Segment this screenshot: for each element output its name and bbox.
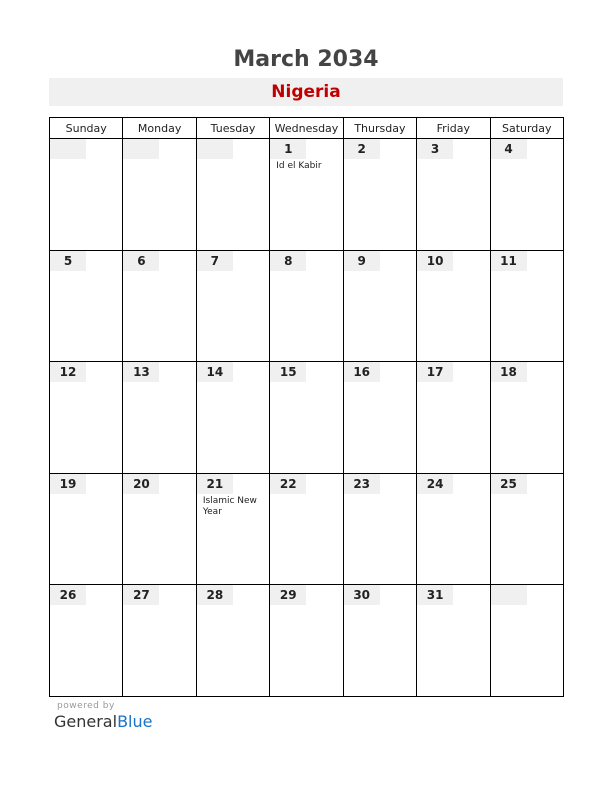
day-cell[interactable] <box>270 139 343 251</box>
country-banner <box>49 78 563 106</box>
day-number: 28 <box>197 585 233 605</box>
day-cell[interactable] <box>417 473 490 585</box>
day-cell[interactable] <box>50 362 123 474</box>
day-cell[interactable] <box>196 362 269 474</box>
day-cell[interactable] <box>196 585 269 697</box>
day-number: 25 <box>491 474 527 494</box>
day-cell[interactable] <box>343 139 416 251</box>
day-number: 4 <box>491 139 527 159</box>
day-number: 6 <box>123 251 159 271</box>
day-number: 1 <box>270 139 306 159</box>
week-row <box>50 473 564 585</box>
day-cell[interactable] <box>490 473 563 585</box>
day-number: 14 <box>197 362 233 382</box>
day-number <box>123 139 159 159</box>
day-number: 8 <box>270 251 306 271</box>
day-cell[interactable] <box>417 362 490 474</box>
country-name: Nigeria <box>271 82 341 102</box>
calendar-grid <box>49 117 564 697</box>
day-cell[interactable] <box>417 139 490 251</box>
day-cell[interactable] <box>270 250 343 362</box>
day-cell[interactable] <box>50 585 123 697</box>
day-number: 16 <box>344 362 380 382</box>
day-number: 30 <box>344 585 380 605</box>
day-number: 19 <box>50 474 86 494</box>
holiday-label: Id el Kabir <box>276 161 322 171</box>
weekday-header: Tuesday <box>196 118 269 139</box>
day-number: 23 <box>344 474 380 494</box>
day-number: 11 <box>491 251 527 271</box>
weekday-header: Sunday <box>50 118 123 139</box>
day-cell[interactable] <box>270 473 343 585</box>
brand-blue: Blue <box>117 712 153 731</box>
day-cell[interactable] <box>490 139 563 251</box>
day-cell[interactable] <box>123 139 196 251</box>
day-number: 3 <box>417 139 453 159</box>
day-cell[interactable] <box>270 585 343 697</box>
powered-by-text: powered by <box>57 701 115 711</box>
day-cell[interactable] <box>196 139 269 251</box>
day-cell[interactable] <box>417 250 490 362</box>
day-number: 5 <box>50 251 86 271</box>
weekday-header: Wednesday <box>270 118 343 139</box>
day-number: 9 <box>344 251 380 271</box>
weekday-header-row <box>50 118 564 139</box>
day-cell[interactable] <box>123 250 196 362</box>
day-cell[interactable] <box>343 473 416 585</box>
day-cell[interactable] <box>50 139 123 251</box>
day-number: 7 <box>197 251 233 271</box>
day-number <box>50 139 86 159</box>
day-number: 22 <box>270 474 306 494</box>
day-cell[interactable] <box>343 250 416 362</box>
day-number: 31 <box>417 585 453 605</box>
day-number: 27 <box>123 585 159 605</box>
week-row <box>50 585 564 697</box>
day-number: 15 <box>270 362 306 382</box>
calendar-title: March 2034 <box>233 47 379 72</box>
day-number: 26 <box>50 585 86 605</box>
day-number: 17 <box>417 362 453 382</box>
holiday-label: Islamic New Year <box>202 495 257 517</box>
day-cell[interactable] <box>123 585 196 697</box>
week-row <box>50 139 564 251</box>
day-number <box>197 139 233 159</box>
week-row <box>50 362 564 474</box>
day-number: 10 <box>417 251 453 271</box>
day-number: 12 <box>50 362 86 382</box>
day-cell[interactable] <box>490 362 563 474</box>
day-cell[interactable] <box>50 473 123 585</box>
day-cell[interactable] <box>196 473 269 585</box>
day-cell[interactable] <box>343 585 416 697</box>
day-cell[interactable] <box>417 585 490 697</box>
day-cell[interactable] <box>490 250 563 362</box>
day-cell[interactable] <box>123 362 196 474</box>
brand-general: General <box>54 712 118 731</box>
day-cell[interactable] <box>196 250 269 362</box>
day-number <box>491 585 527 605</box>
weekday-header: Monday <box>123 118 196 139</box>
brand-logo[interactable] <box>54 712 152 731</box>
weekday-header: Thursday <box>343 118 416 139</box>
day-number: 13 <box>123 362 159 382</box>
day-number: 2 <box>344 139 380 159</box>
day-cell[interactable] <box>490 585 563 697</box>
day-number: 24 <box>417 474 453 494</box>
day-number: 29 <box>270 585 306 605</box>
weekday-header: Saturday <box>490 118 563 139</box>
day-cell[interactable] <box>270 362 343 474</box>
day-cell[interactable] <box>50 250 123 362</box>
day-number: 21 <box>197 474 233 494</box>
weekday-header: Friday <box>417 118 490 139</box>
week-row <box>50 250 564 362</box>
day-cell[interactable] <box>123 473 196 585</box>
day-cell[interactable] <box>343 362 416 474</box>
day-number: 18 <box>491 362 527 382</box>
day-number: 20 <box>123 474 159 494</box>
